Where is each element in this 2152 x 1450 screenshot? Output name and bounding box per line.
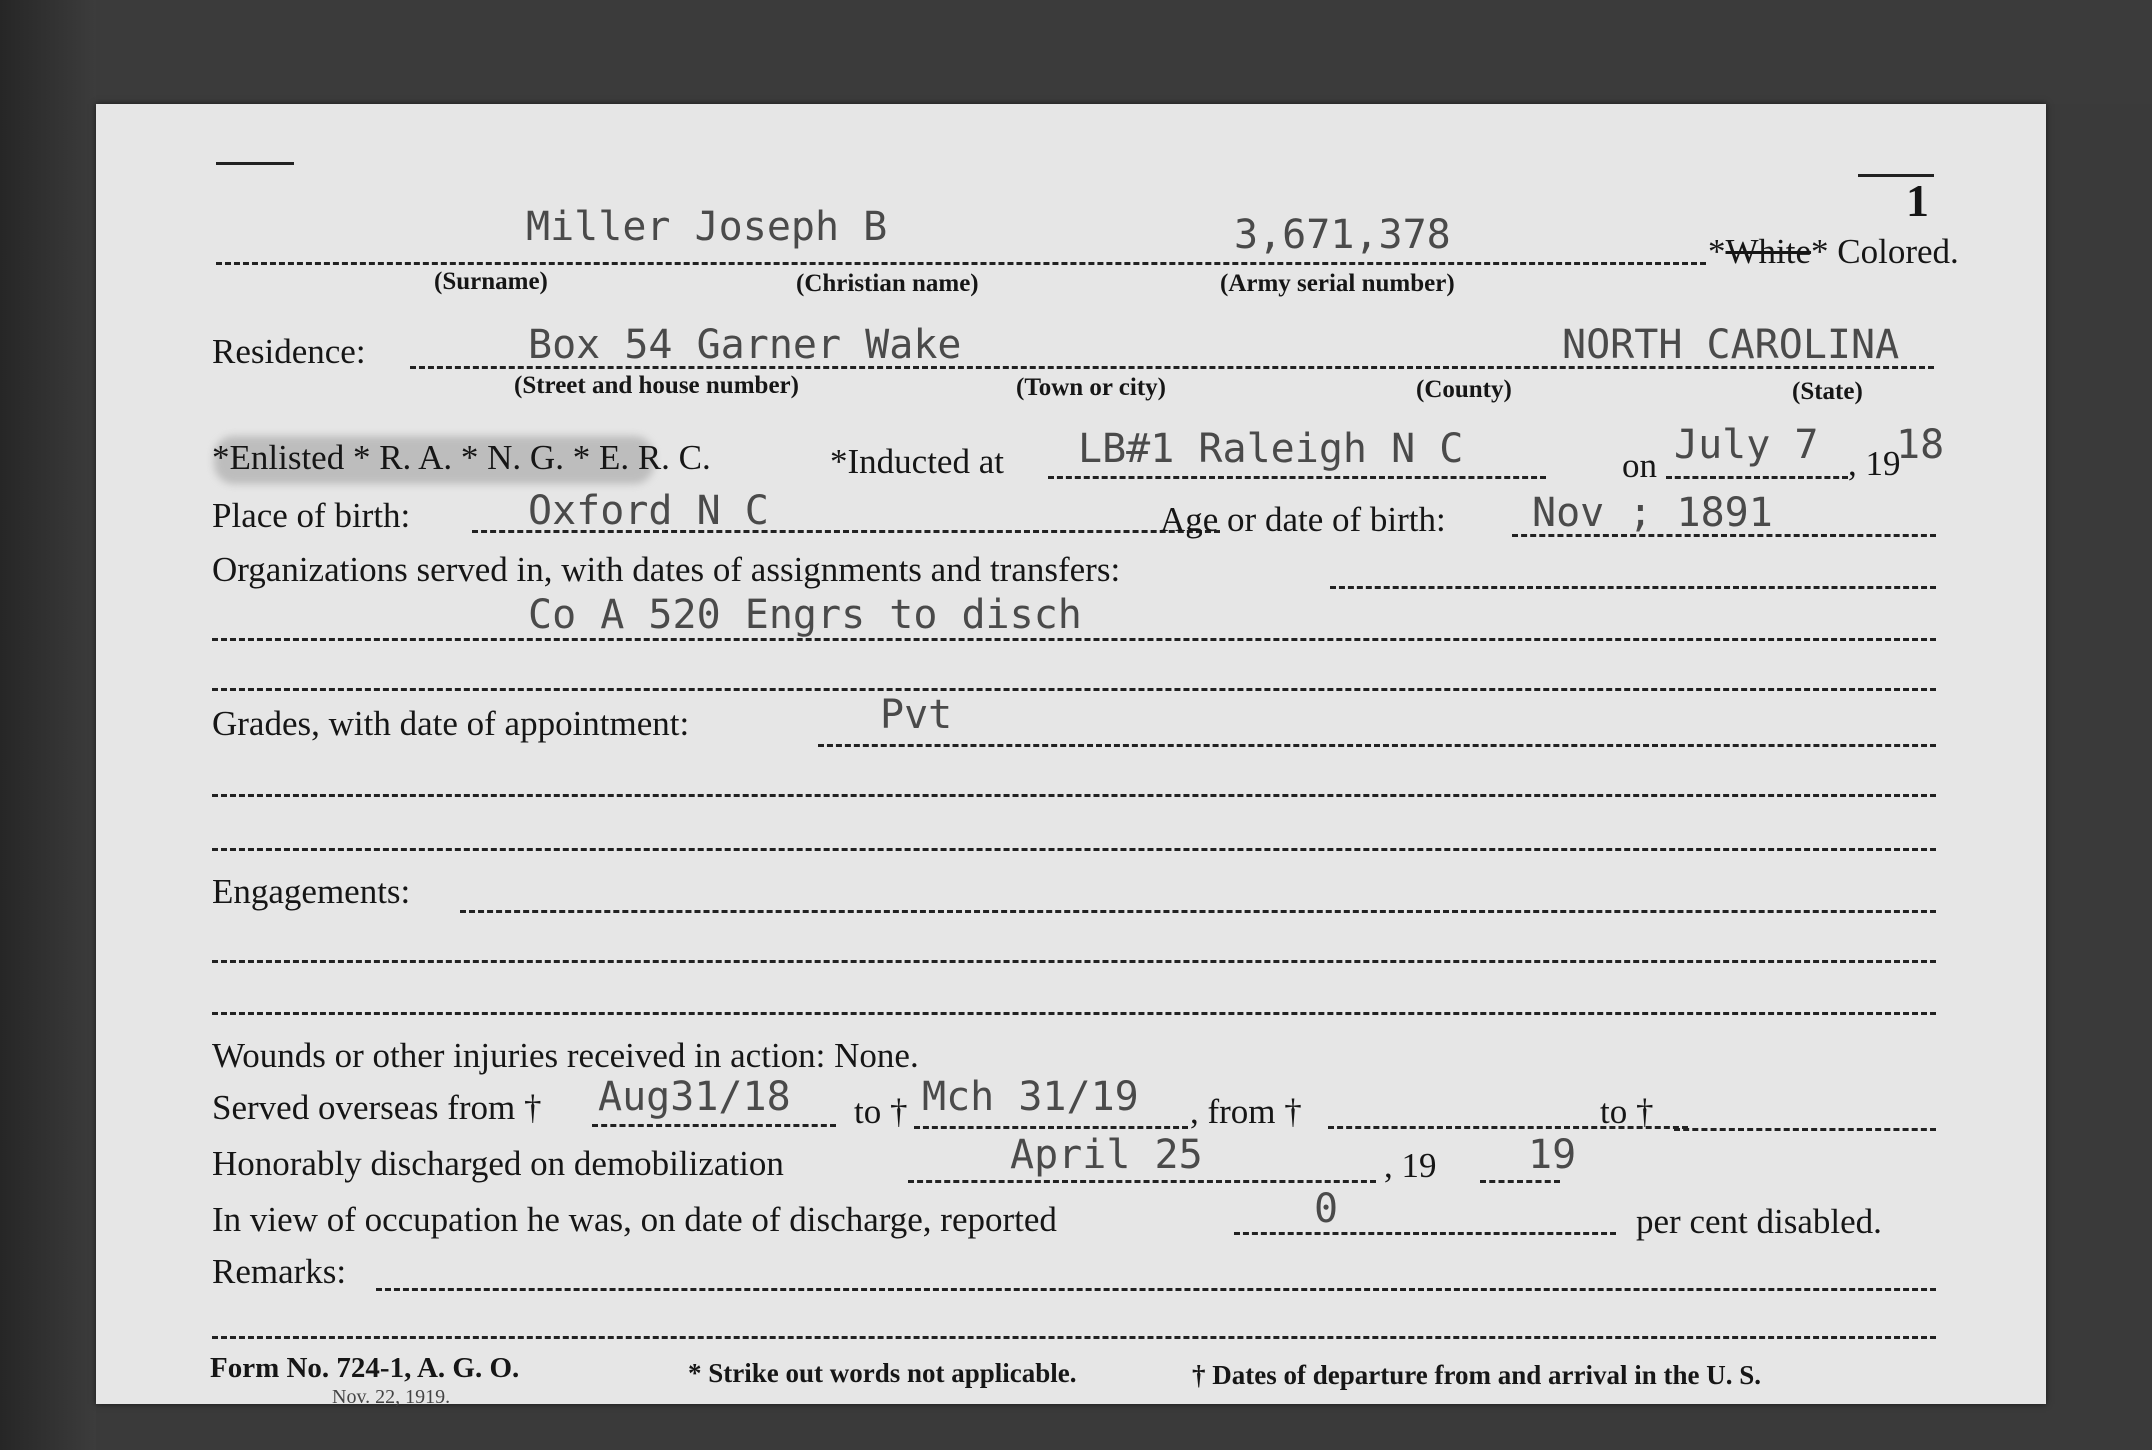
county-caption: (County) [1416, 376, 1512, 403]
discharge-year-prefix: , 19 [1384, 1146, 1437, 1185]
age-line [1512, 534, 1936, 537]
second-to-label: to † [1600, 1092, 1654, 1131]
top-left-rule [216, 162, 294, 165]
organizations-label: Organizations served in, with dates of assignments and transfers: [212, 550, 1121, 589]
residence-state: NORTH CAROLINA [1562, 322, 1900, 368]
scan-background-left [0, 0, 96, 1450]
grades-line-1 [818, 744, 1936, 747]
birthplace-line [472, 530, 1220, 533]
engagements-line-1 [460, 910, 1936, 913]
inducted-date: July 7 [1674, 422, 1819, 468]
discharge-date-line [908, 1180, 1376, 1183]
grades-line-2 [212, 794, 1936, 797]
grades-label: Grades, with date of appointment: [212, 704, 690, 743]
organizations-line-1 [1330, 586, 1936, 589]
residence-label: Residence: [212, 332, 366, 371]
organizations-line-2 [212, 638, 1936, 641]
discharge-label: Honorably discharged on demobilization [212, 1144, 784, 1183]
form-date: Nov. 22, 1919. [332, 1386, 451, 1408]
race-option: * Colored. [1811, 232, 1959, 271]
overseas-to-label: to † [854, 1092, 908, 1131]
race-struck-option: White [1725, 232, 1812, 271]
enlisted-label: *Enlisted * R. A. * N. G. * E. R. C. [212, 438, 711, 477]
town-caption: (Town or city) [1016, 374, 1166, 401]
name-value: Miller Joseph B [526, 204, 888, 250]
state-caption: (State) [1792, 378, 1863, 405]
inducted-year: 18 [1896, 422, 1945, 468]
remarks-line-2 [212, 1336, 1936, 1339]
organizations-value: Co A 520 Engrs to disch [528, 592, 1082, 638]
overseas-from-date: Aug31/18 [598, 1074, 791, 1120]
on-label: on [1622, 446, 1657, 485]
residence-line [410, 366, 1934, 369]
disabled-value: 0 [1314, 1186, 1339, 1232]
birthplace-label: Place of birth: [212, 496, 411, 535]
organizations-line-3 [212, 688, 1936, 691]
race-field [1708, 232, 1959, 272]
grades-line-3 [212, 848, 1936, 851]
discharge-year: 19 [1528, 1132, 1577, 1178]
disabled-suffix: per cent disabled. [1636, 1202, 1882, 1241]
street-caption: (Street and house number) [514, 372, 799, 399]
christian-name-caption: (Christian name) [796, 270, 979, 297]
discharge-year-line [1480, 1180, 1560, 1183]
service-record-card [96, 104, 2046, 1408]
age-value: Nov ; 1891 [1532, 490, 1773, 536]
name-line [216, 262, 1706, 265]
residence-value: Box 54 Garner Wake [528, 322, 962, 368]
inducted-place-line [1048, 476, 1546, 479]
page-number: 1 [1906, 175, 1929, 226]
engagements-line-2 [212, 960, 1936, 963]
age-label: Age or date of birth: [1160, 500, 1446, 539]
remarks-label: Remarks: [212, 1252, 347, 1291]
scan-background-top [0, 0, 2152, 104]
inducted-label: *Inducted at [830, 442, 1004, 481]
overseas-to-date: Mch 31/19 [922, 1074, 1139, 1120]
engagements-label: Engagements: [212, 872, 411, 911]
inducted-place: LB#1 Raleigh N C [1078, 426, 1464, 472]
grades-value: Pvt [880, 692, 953, 738]
surname-caption: (Surname) [434, 268, 548, 295]
serial-caption: (Army serial number) [1220, 270, 1455, 297]
race-prefix: * [1708, 232, 1726, 271]
footnote-dates: † Dates of departure from and arrival in the U. S. [1192, 1360, 1761, 1390]
overseas-to-line [914, 1126, 1188, 1129]
wounds-label: Wounds or other injuries received in action: None. [212, 1036, 919, 1075]
remarks-line-1 [376, 1288, 1936, 1291]
discharge-date: April 25 [1010, 1132, 1203, 1178]
disabled-label: In view of occupation he was, on date of discharge, reported [212, 1200, 1057, 1239]
overseas-label: Served overseas from † [212, 1088, 542, 1127]
second-to-line [1674, 1128, 1936, 1131]
form-number: Form No. 724-1, A. G. O. [210, 1352, 520, 1384]
disabled-line [1234, 1232, 1616, 1235]
overseas-from-line [592, 1124, 836, 1127]
engagements-line-3 [212, 1012, 1936, 1015]
inducted-date-line [1666, 476, 1848, 479]
serial-value: 3,671,378 [1234, 212, 1451, 258]
footnote-strike: * Strike out words not applicable. [688, 1358, 1077, 1388]
second-from-label: , from † [1190, 1092, 1302, 1131]
inducted-year-prefix: , 19 [1848, 444, 1901, 483]
birthplace-value: Oxford N C [528, 488, 769, 534]
